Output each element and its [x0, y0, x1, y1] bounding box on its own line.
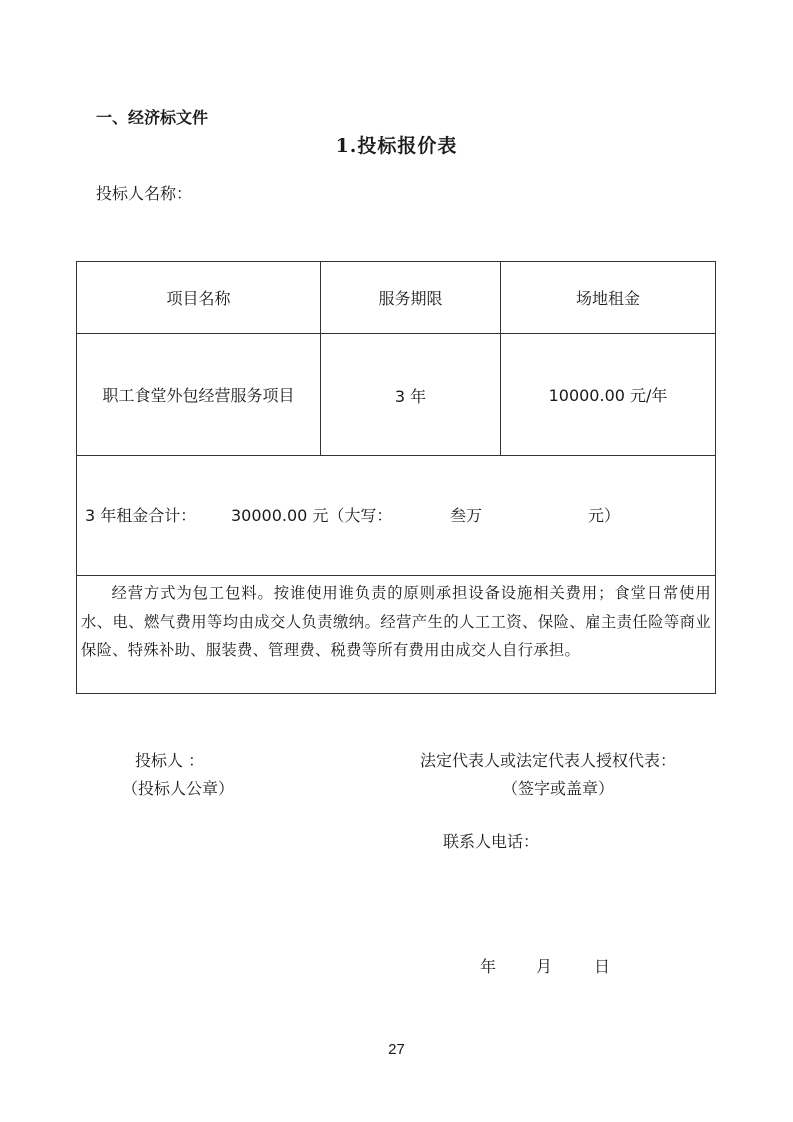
- table-divider: [77, 455, 715, 456]
- page-number: 27: [388, 1041, 405, 1058]
- bidder-signature-label: 投标人 ：: [135, 751, 205, 770]
- total-amount: 30000.00 元（大写：: [231, 506, 393, 525]
- quote-table: [76, 261, 716, 694]
- date-year: 年: [480, 957, 497, 976]
- table-divider: [77, 575, 715, 576]
- header-rent: 场地租金: [575, 289, 640, 308]
- total-unit-close: 元）: [588, 506, 621, 525]
- date-month: 月: [536, 957, 553, 976]
- date-day: 日: [594, 957, 611, 976]
- cell-service-period: 3 年: [394, 387, 427, 406]
- contact-phone-label: 联系人电话：: [443, 832, 540, 851]
- cell-project-name: 职工食堂外包经营服务项目: [102, 386, 295, 405]
- total-label: 3 年租金合计：: [85, 506, 197, 525]
- total-amount-in-words: 叁万: [450, 506, 483, 525]
- legal-representative-label: 法定代表人或法定代表人授权代表：: [420, 751, 677, 770]
- document-title: 1.投标报价表: [335, 135, 458, 157]
- cell-rent: 10000.00 元/年: [548, 386, 668, 405]
- header-project-name: 项目名称: [166, 289, 231, 308]
- header-service-period: 服务期限: [378, 289, 443, 308]
- representative-seal-label: （签字或盖章）: [502, 779, 615, 798]
- section-heading: 一、经济标文件: [96, 108, 209, 127]
- bidder-seal-label: （投标人公章）: [122, 779, 235, 798]
- terms-notes: 经营方式为包工包料。按谁使用谁负责的原则承担设备设施相关费用；食堂日常使用水、电、燃气费用等均由成交人负责缴纳。经营产生的人工工资、保险、雇主责任险等商业保险、特殊补助、服装费、管理费、税费等所有费用由成交人自行承担。: [81, 584, 711, 659]
- bidder-name-label: 投标人名称：: [96, 184, 193, 203]
